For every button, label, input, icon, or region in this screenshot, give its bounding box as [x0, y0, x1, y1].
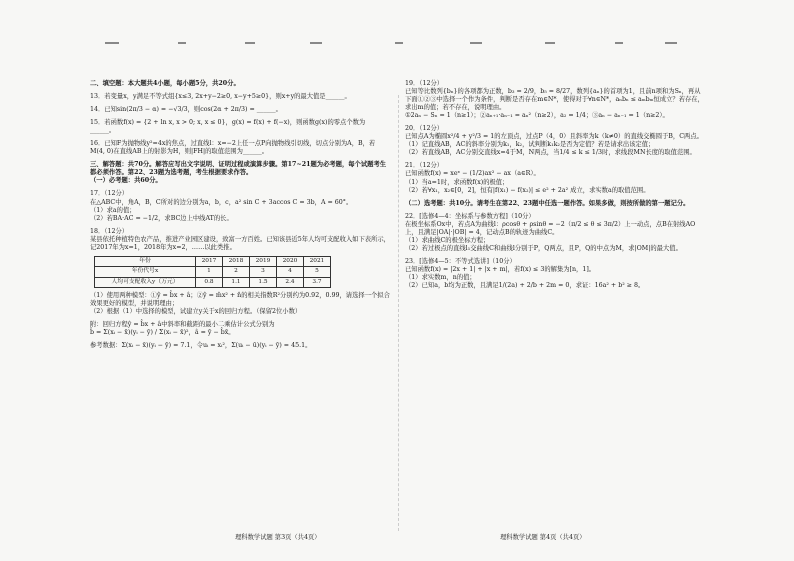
table-cell: 年份代号x — [95, 267, 196, 277]
question-text: （2）若BA·AC = −1/2，求BC边上中线AT的长。 — [90, 214, 233, 222]
question-text: 18．（12分） — [90, 227, 129, 235]
question-text: 在极坐标系Ox中，若点A为曲线l：ρcosθ + ρsinθ = −2（π/2 ≤ θ ≤ 3π/2）上一动点，点B在射线AO上，且满足|OA|·|OB| = 4，记动点B的轨迹为曲线C。 — [405, 220, 696, 236]
question-text: 附：回归方程ŷ = b̂x + â中斜率和截距的最小二乘估计公式分别为 — [90, 321, 275, 329]
question-text: 已知等比数列{bₙ}的各项都为正数，b₃ = 2/9，b₅ = 8/27，数列{aₙ}的首项为1，且前n项和为Sₙ，再从下面①②③中选择一个作为条件，判断是否存在m∈N*，使得对于∀n∈N*，aₙbₙ ≤ aₘbₘ恒成立？若存在，求出m的值；若不存在，说明理由。 — [405, 88, 704, 112]
page-footer-right: 理科数学试题 第4页（共4页） — [500, 534, 586, 541]
question-text: （2）若直线AB，AC分别交直线x=4于M，N两点，当1/4 ≤ k ≤ 1/3时，求线段MN长度的取值范围。 — [405, 149, 696, 157]
question-text: 23．[选修4—5：不等式选讲]（10分） — [405, 257, 516, 265]
table-cell: 2019 — [250, 256, 277, 266]
table-cell: 1.1 — [223, 277, 250, 287]
question-text: （1）记直线AB，AC的斜率分别为k₁，k₂，试判断k₁k₂是否为定值？若是请求出该定值； — [405, 141, 655, 149]
question-text: （2）已知a，b均为正数，且满足1/(2a) + 2/b + 2m = 0，求证：16a² + b² ≥ 8。 — [405, 282, 645, 290]
question-text: 21．（12分） — [405, 162, 444, 170]
left-blocks-after-table — [90, 292, 390, 350]
table-header-row — [95, 256, 331, 266]
question-text: 13．若变量x，y满足不等式组{x≤3, 2x+y−2≥0, x−y+5≥0}，则x+y的最大值是______。 — [90, 93, 351, 101]
right-blocks — [405, 80, 705, 290]
section-heading: （一）必考题：共60分。 — [90, 177, 162, 185]
question-text: 16．已知F为抛物线y²=4x的焦点，过直线l：x=−2上任一点P向抛物线引切线，切点分别为A，B，若M(4, 0)在直线AB上的射影为H，则|FH|的取值范围为______。 — [90, 140, 376, 156]
question-text: 已知函数f(x) = xeˣ − (1/2)ax² − ax（a∈R）。 — [405, 170, 540, 178]
table-cell: 3.7 — [304, 277, 331, 287]
income-table — [94, 256, 331, 288]
question-text: （2）根据（1）中选择的模型，试建立y关于x的回归方程。（保留2位小数） — [90, 308, 302, 316]
table-cell: 人均可支配收入y（万元） — [95, 277, 196, 287]
section-heading: （二）选考题：共10分。请考生在第22、23题中任选一题作答。如果多做，则按所做的第一题记分。 — [405, 199, 690, 207]
question-text: 已知点A为椭圆x²/4 + y²/3 = 1的左顶点，过点P（4，0）且斜率为k（k≠0）的直线交椭圆于B，C两点。 — [405, 133, 703, 141]
question-text: 参考数据：Σ(xᵢ − x̄)(yᵢ − ȳ) = 7.1，令uᵢ = xᵢ²，Σ(uᵢ − ū)(yᵢ − ȳ) = 45.1。 — [90, 342, 312, 350]
question-text: 17．（12分） — [90, 190, 129, 198]
question-text: （1）求实数m，n的值； — [405, 273, 476, 281]
table-cell: 2.4 — [277, 277, 304, 287]
left-blocks — [90, 80, 390, 252]
right-column — [405, 80, 705, 290]
scan-marks — [0, 42, 794, 46]
question-text: （2）若∀x₁，x₂∈[0，2]，恒有|f(x₁) − f(x₂)| ≤ e² + 2a² 成立，求实数a的取值范围。 — [405, 186, 650, 194]
page-footer-left: 理科数学试题 第3页（共4页） — [235, 534, 321, 541]
section-heading: 二、填空题：本大题共4小题，每小题5分，共20分。 — [90, 80, 240, 87]
question-text: （1）求曲线C的极坐标方程； — [405, 236, 490, 244]
question-text: 15．若函数f(x) = {2 + ln x, x > 0; x, x ≤ 0}，g(x) = f(x) + f(−x)，则函数g(x)的零点个数为______。 — [90, 119, 366, 135]
section-heading: 三、解答题：共70分。解答应写出文字说明、证明过程或演算步骤。第17~21题为必考题，每个试题考生都必须作答。第22、23题为选考题，考生根据要求作答。 — [90, 161, 387, 177]
table-row — [95, 267, 331, 277]
question-text: b̂ = Σ(xᵢ − x̄)(yᵢ − ȳ) / Σ(xᵢ − x̄)²，â = ȳ − b̂x̄。 — [90, 329, 235, 337]
question-text: 已知函数f(x) = |2x + 1| + |x + m|，若f(x) ≤ 3的解集为[n，1]。 — [405, 265, 596, 273]
question-text: 22．[选修4—4：坐标系与参数方程]（10分） — [405, 212, 535, 220]
question-text: （1）使用两种模型：①ŷ = b̂x + â；②ŷ = m̂x² + n̂的相关指数R²分别约为0.92，0.99，请选择一个拟合效果更好的模型，并说明理由； — [90, 292, 390, 308]
table-row — [95, 277, 331, 287]
question-text: 14．已知sin(2π/3 − α) = −√3/3，则cos(2α + 2π/3) = ______。 — [90, 106, 282, 114]
table-cell: 1.5 — [250, 277, 277, 287]
question-text: 19．（12分） — [405, 80, 444, 87]
table-cell: 3 — [250, 267, 277, 277]
table-cell: 5 — [304, 267, 331, 277]
table-cell: 年份 — [95, 256, 196, 266]
question-text: ①2aₙ − Sₙ = 1（n≥1）；②aₙ₊₁·aₙ₋₁ = aₙ²（n≥2），a₂ = 1/4；③aₙ − aₙ₋₁ = 1（n≥2）。 — [405, 112, 669, 120]
question-text: 在△ABC中，角A，B，C所对的边分别为a，b，c，a² sin C + 3accos C = 3b，A = 60°。 — [90, 198, 353, 206]
question-text: （1）求a的值； — [90, 206, 136, 214]
column-divider — [398, 95, 399, 531]
table-cell: 2017 — [196, 256, 223, 266]
question-text: （2）若过极点的直线l₁交曲线C和曲线l分别于P，Q两点，且P，Q的中点为M，求|OM|的最大值。 — [405, 244, 682, 252]
question-text: （1）当a=1时，求函数f(x)的极值； — [405, 178, 509, 186]
table-cell: 2 — [223, 267, 250, 277]
table-cell: 0.8 — [196, 277, 223, 287]
left-column — [90, 80, 390, 350]
table-cell: 1 — [196, 267, 223, 277]
question-text: 20．（12分） — [405, 125, 444, 133]
table-cell: 4 — [277, 267, 304, 277]
table-cell: 2020 — [277, 256, 304, 266]
question-text: 某县依托种植特色农产品，推进产业园区建设，致富一方百姓。已知该县近5年人均可支配收入如下表所示，记2017年为x=1，2018年为x=2，……以此类推。 — [90, 235, 390, 251]
table-cell: 2021 — [304, 256, 331, 266]
table-cell: 2018 — [223, 256, 250, 266]
